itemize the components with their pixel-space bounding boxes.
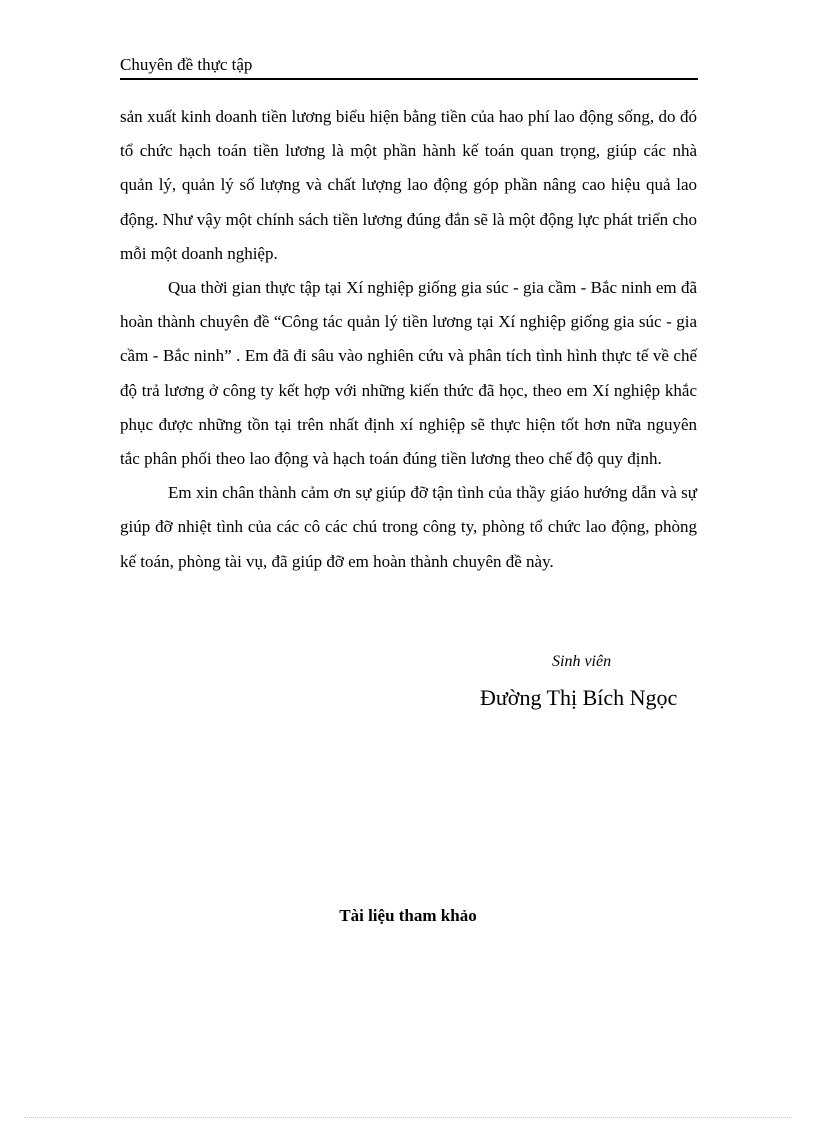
page-header: [120, 52, 698, 80]
paragraph-acknowledgement: Em xin chân thành cảm ơn sự giúp đỡ tận tình của thầy giáo hướng dẫn và sự giúp đỡ nhiệt tình của các cô các chú trong công ty, phòng tổ chức lao động, phòng kế toán, phòng tài vụ, đã giúp đỡ em hoàn thành chuyên đề này.: [120, 483, 697, 571]
references-heading: Tài liệu tham khảo: [339, 906, 477, 925]
body-text: [120, 100, 697, 579]
page-bottom-divider: [24, 1117, 792, 1118]
signature-block: [440, 650, 700, 720]
signature-role: Sinh viên: [552, 653, 612, 670]
header-title: Chuyên đề thực tập: [120, 55, 253, 74]
paragraph-internship-summary: Qua thời gian thực tập tại Xí nghiệp giống gia súc - gia cầm - Bắc ninh em đã hoàn thành chuyên đề “Công tác quản lý tiền lương tại Xí nghiệp giống gia súc - gia cầm - Bắc ninh” . Em đã đi sâu vào nghiên cứu và phân tích tình hình thực tế về chế độ trả lương ở công ty kết hợp với những kiến thức đã học, theo em Xí nghiệp khắc phục được những tồn tại trên nhất định xí nghiệp sẽ thực hiện tốt hơn nữa nguyên tắc phân phối theo lao động và hạch toán đúng tiền lương theo chế độ quy định.: [120, 278, 697, 469]
paragraph-continuation: sản xuất kinh doanh tiền lương biểu hiện bằng tiền của hao phí lao động sống, do đó tổ chức hạch toán tiền lương là một phần hành kế toán quan trọng, giúp các nhà quản lý, quản lý số lượng và chất lượng lao động góp phần nâng cao hiệu quả lao động. Như vậy một chính sách tiền lương đúng đắn sẽ là một động lực phát triển cho mỗi một doanh nghiệp.: [120, 107, 697, 263]
signature-name: Đường Thị Bích Ngọc: [480, 685, 678, 710]
